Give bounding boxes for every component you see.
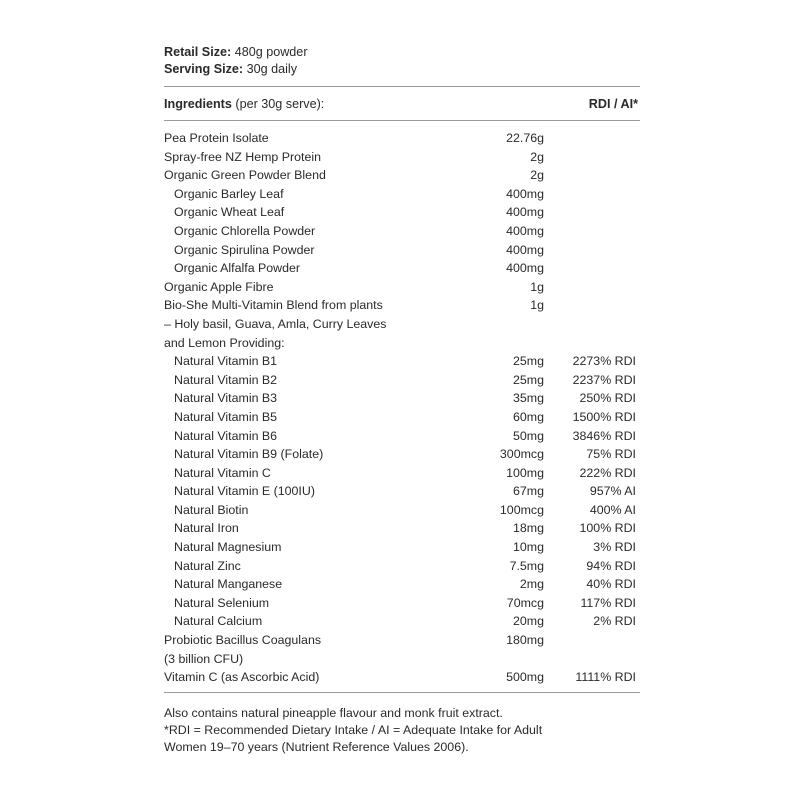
ingredient-row: [164, 575, 640, 594]
ingredient-rdi: 117% RDI: [580, 595, 636, 610]
ingredient-name: Organic Wheat Leaf: [174, 205, 285, 220]
retail-size-label: Retail Size:: [164, 45, 232, 59]
ingredient-name: Vitamin C (as Ascorbic Acid): [164, 670, 320, 685]
rdi-ai-heading: RDI / AI*: [588, 97, 638, 111]
ingredient-row: [164, 668, 640, 687]
ingredient-row: [164, 278, 640, 297]
ingredient-rdi: 3% RDI: [593, 540, 636, 555]
ingredient-name: Probiotic Bacillus Coagulans: [164, 633, 322, 648]
ingredient-name: Natural Vitamin C: [174, 465, 271, 480]
retail-size-value: 480g powder: [234, 45, 308, 59]
ingredient-rdi: 75% RDI: [586, 447, 636, 462]
ingredient-name: Natural Iron: [174, 521, 239, 536]
ingredient-row: [164, 296, 640, 315]
ingredient-row: [164, 371, 640, 390]
ingredient-rdi: 1111% RDI: [575, 670, 636, 685]
ingredient-row: [164, 557, 640, 576]
ingredient-rdi: 2% RDI: [593, 614, 636, 629]
ingredient-rdi: 400% AI: [589, 502, 636, 517]
ingredient-row: [164, 148, 640, 167]
ingredient-row: [164, 445, 640, 464]
ingredient-row: [164, 203, 640, 222]
ingredient-name: Natural Manganese: [174, 577, 283, 592]
ingredient-rdi: 2273% RDI: [572, 354, 636, 369]
ingredient-amount: 400mg: [506, 223, 544, 238]
ingredient-name: Organic Chlorella Powder: [174, 223, 316, 238]
ingredient-name: Organic Alfalfa Powder: [174, 261, 301, 276]
ingredient-row: [164, 594, 640, 613]
ingredient-name: and Lemon Providing:: [164, 335, 285, 350]
ingredient-row: [164, 166, 640, 185]
ingredient-amount: 2mg: [519, 577, 544, 592]
serving-size-label: Serving Size:: [164, 62, 244, 76]
divider-header: [164, 120, 640, 121]
ingredient-name: Spray-free NZ Hemp Protein: [164, 149, 322, 164]
ingredient-row: [164, 389, 640, 408]
ingredient-amount: 400mg: [506, 242, 544, 257]
ingredient-row: [164, 352, 640, 371]
ingredient-name: Natural Vitamin E (100IU): [174, 484, 315, 499]
ingredient-amount: 22.76g: [506, 131, 544, 145]
ingredient-amount: 1g: [530, 279, 544, 294]
ingredient-amount: 67mg: [513, 484, 544, 499]
ingredient-name: Organic Green Powder Blend: [164, 168, 326, 183]
ingredient-amount: 400mg: [506, 261, 544, 276]
ingredient-name: Organic Apple Fibre: [164, 279, 274, 294]
ingredient-rdi: 3846% RDI: [572, 428, 636, 443]
ingredient-row: [164, 315, 640, 334]
ingredient-row: [164, 464, 640, 483]
ingredient-rdi: 1500% RDI: [572, 409, 636, 424]
divider-top: [164, 86, 640, 87]
ingredient-amount: 400mg: [506, 186, 544, 201]
ingredient-name: Natural Magnesium: [174, 540, 282, 555]
ingredient-name: Natural Vitamin B2: [174, 372, 278, 387]
ingredient-amount: 100mg: [506, 465, 544, 480]
ingredient-name: Natural Vitamin B3: [174, 391, 278, 406]
ingredient-row: [164, 427, 640, 446]
ingredient-amount: 25mg: [513, 354, 544, 369]
ingredient-amount: 50mg: [513, 428, 544, 443]
ingredient-amount: 20mg: [513, 614, 544, 629]
ingredient-row: [164, 222, 640, 241]
ingredients-table: [164, 129, 640, 687]
ingredient-amount: 2g: [530, 149, 544, 164]
ingredient-name: Bio-She Multi-Vitamin Blend from plants: [164, 298, 383, 313]
ingredient-amount: 1g: [530, 298, 544, 313]
serving-size-line: [164, 61, 308, 78]
ingredient-rdi: 957% AI: [589, 484, 636, 499]
ingredients-header: [164, 96, 640, 113]
footer-note-flavour: Also contains natural pineapple flavour and monk fruit extract.: [164, 706, 503, 720]
ingredient-amount: 7.5mg: [509, 558, 544, 573]
ingredient-amount: 25mg: [513, 372, 544, 387]
serving-size-value: 30g daily: [246, 62, 298, 76]
ingredient-row: [164, 538, 640, 557]
ingredient-rdi: 100% RDI: [579, 521, 636, 536]
per-serve-label: (per 30g serve):: [235, 97, 325, 111]
ingredient-row: [164, 259, 640, 278]
ingredient-row: [164, 519, 640, 538]
ingredient-row: [164, 408, 640, 427]
ingredient-name: Pea Protein Isolate: [164, 131, 269, 145]
ingredient-name: – Holy basil, Guava, Amla, Curry Leaves: [164, 316, 387, 331]
ingredient-name: Natural Biotin: [174, 502, 249, 517]
ingredient-amount: 35mg: [513, 391, 544, 406]
ingredients-heading: Ingredients: [164, 97, 232, 111]
ingredient-row: [164, 612, 640, 631]
ingredient-amount: 400mg: [506, 205, 544, 220]
retail-size-line: [164, 44, 308, 61]
footer-notes: [164, 705, 640, 756]
ingredient-amount: 100mcg: [499, 502, 544, 517]
ingredient-name: Organic Barley Leaf: [174, 186, 284, 201]
ingredient-rdi: 250% RDI: [579, 391, 636, 406]
ingredient-rdi: 222% RDI: [579, 465, 636, 480]
ingredient-name: Natural Vitamin B5: [174, 409, 278, 424]
footer-note-reference: Women 19–70 years (Nutrient Reference Values 2006).: [164, 740, 469, 754]
ingredient-row: [164, 241, 640, 260]
footer-note-rdi-definition: *RDI = Recommended Dietary Intake / AI = Adequate Intake for Adult: [164, 723, 543, 737]
ingredient-amount: 300mcg: [499, 447, 544, 462]
ingredient-name: Natural Vitamin B1: [174, 354, 278, 369]
ingredient-amount: 70mcg: [506, 595, 544, 610]
ingredient-amount: 18mg: [513, 521, 544, 536]
ingredient-row: [164, 482, 640, 501]
ingredient-rdi: 40% RDI: [586, 577, 636, 592]
ingredient-rdi: 2237% RDI: [572, 372, 636, 387]
ingredient-name: Natural Vitamin B6: [174, 428, 278, 443]
ingredient-amount: 2g: [530, 168, 544, 183]
ingredient-amount: 180mg: [506, 633, 544, 648]
ingredient-name: (3 billion CFU): [164, 651, 244, 666]
ingredient-name: Natural Vitamin B9 (Folate): [174, 447, 324, 462]
ingredient-name: Natural Zinc: [174, 558, 241, 573]
ingredient-row: [164, 631, 640, 650]
ingredient-name: Natural Selenium: [174, 595, 270, 610]
ingredient-row: [164, 650, 640, 669]
ingredient-amount: 60mg: [513, 409, 544, 424]
size-info: [164, 44, 308, 78]
ingredient-amount: 500mg: [506, 670, 544, 685]
ingredient-row: [164, 501, 640, 520]
ingredient-row: [164, 129, 640, 148]
ingredient-name: Natural Calcium: [174, 614, 263, 629]
ingredient-row: [164, 334, 640, 353]
ingredient-row: [164, 185, 640, 204]
ingredient-name: Organic Spirulina Powder: [174, 242, 315, 257]
divider-bottom: [164, 692, 640, 693]
ingredient-rdi: 94% RDI: [586, 558, 636, 573]
ingredient-amount: 10mg: [513, 540, 544, 555]
